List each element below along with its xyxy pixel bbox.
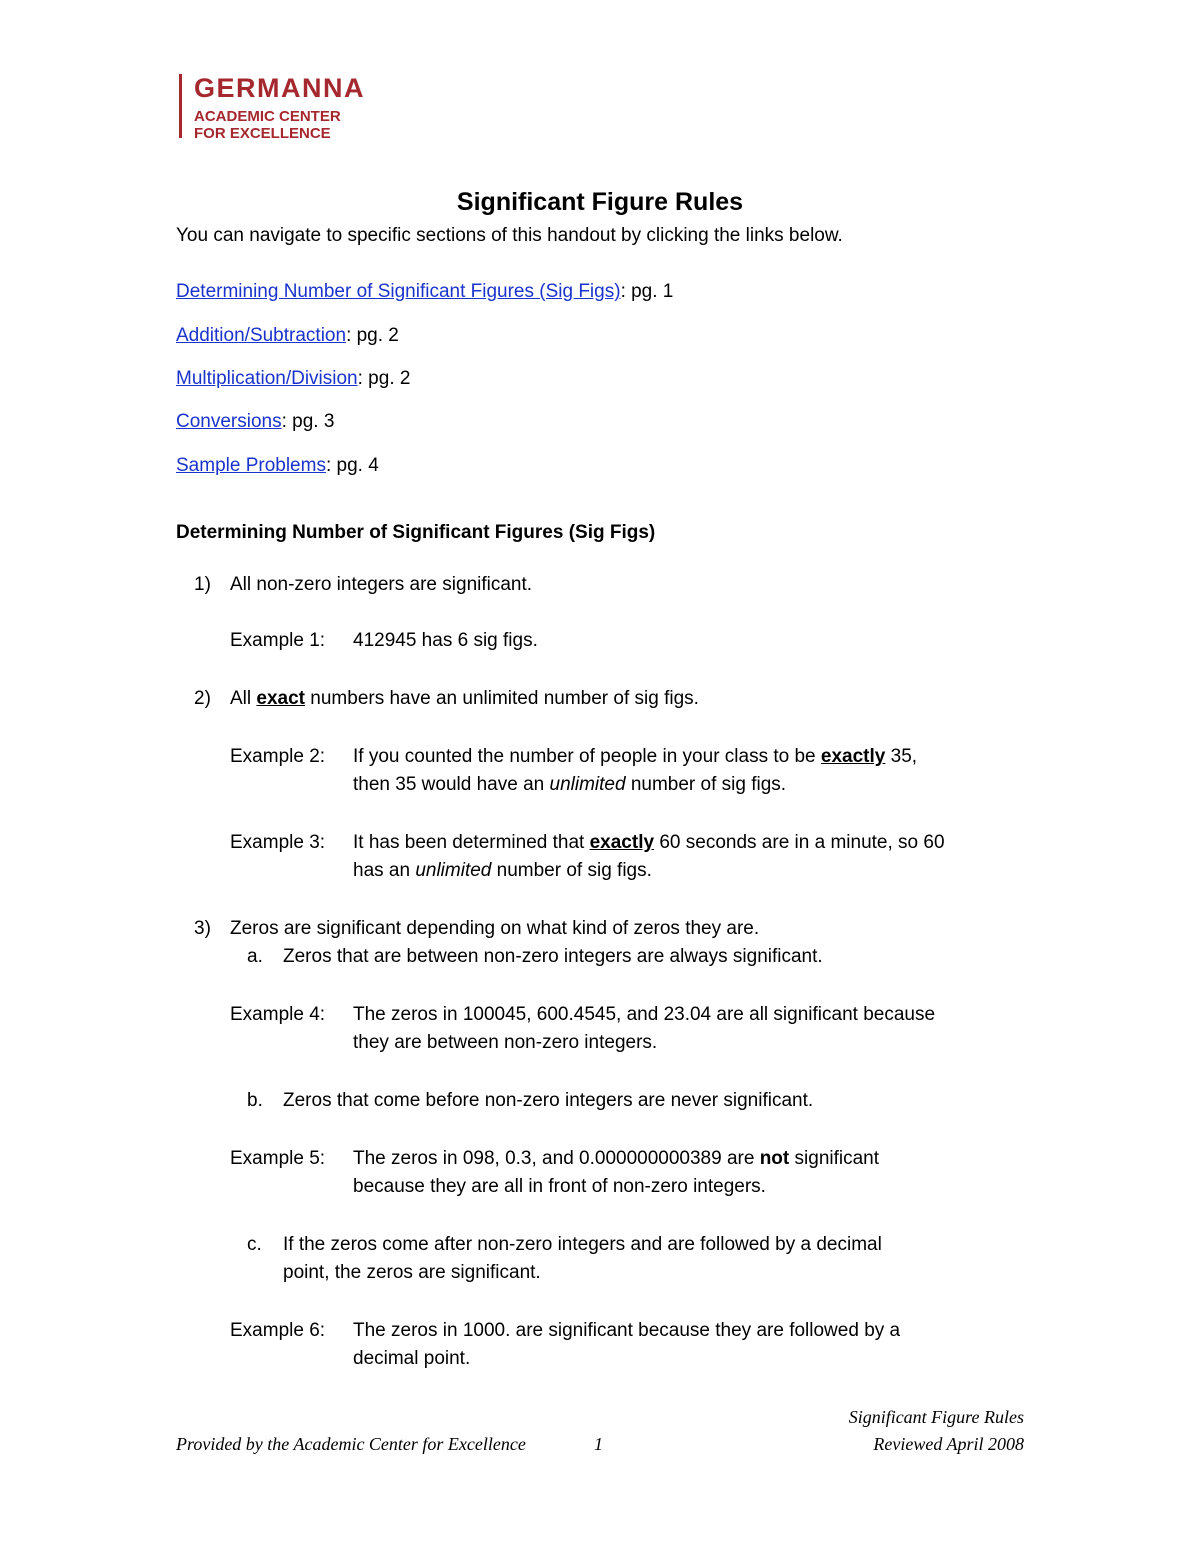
example-label: Example 2: [230,746,326,767]
intro-text: You can navigate to specific sections of this handout by clicking the links below. [176,225,843,246]
footer-page-number: 1 [594,1434,603,1454]
emphasis-not: not [759,1148,790,1169]
logo-name: GERMANNA [194,73,365,103]
footer-reviewed-date: Reviewed April 2008 [873,1434,1024,1454]
toc-link-conversions[interactable]: Conversions [176,411,282,432]
rule-1-text: All non-zero integers are significant. [230,574,533,595]
example-1-text: 412945 has 6 sig figs. [353,630,538,651]
emphasis-exactly: exactly [589,832,655,853]
toc-link-multiplication[interactable]: Multiplication/Division [176,368,358,389]
example-label: Example 3: [230,832,326,853]
toc-page: : pg. 1 [620,281,674,302]
toc-page: : pg. 2 [346,325,399,346]
logo-bar [179,74,182,138]
toc-page: : pg. 4 [325,455,379,476]
toc-link-addition[interactable]: Addition/Subtraction [176,325,347,346]
footer-doc-title: Significant Figure Rules [848,1407,1024,1427]
rule-3-text: Zeros are significant depending on what kind of zeros they are. [230,918,760,939]
rule-number: 2) [194,688,211,709]
example-3-line2: has an unlimited number of sig figs. [353,860,652,881]
example-6-line1: The zeros in 1000. are significant because they are followed by a [353,1320,901,1341]
toc-item-sample-problems [176,452,379,480]
toc-item-multiplication [176,365,410,393]
rule-2-text: All exact numbers have an unlimited number of sig figs. [230,688,699,709]
rule-3c-line1: If the zeros come after non-zero integers and are followed by a decimal [283,1234,882,1255]
example-6-line2: decimal point. [353,1348,471,1369]
toc-link-sig-figs[interactable]: Determining Number of Significant Figures (Sig Figs) [176,281,621,302]
example-label: Example 1: [230,630,326,651]
toc-item-sig-figs [176,278,673,306]
footer-provider: Provided by the Academic Center for Excellence [176,1434,526,1454]
emphasis-exactly: exactly [820,746,886,767]
rule-number: 3) [194,918,211,939]
example-2-line1: If you counted the number of people in your class to be exactly 35, [353,746,918,767]
rule-3c-line2: point, the zeros are significant. [283,1262,541,1283]
logo-subtitle-line1: ACADEMIC CENTER [194,108,341,125]
toc-page: : pg. 3 [281,411,335,432]
sub-rule-letter: b. [247,1090,263,1111]
page-title: Significant Figure Rules [456,188,744,216]
toc-link-sample-problems[interactable]: Sample Problems [176,455,326,476]
example-label: Example 6: [230,1320,326,1341]
example-3-line1: It has been determined that exactly 60 seconds are in a minute, so 60 [353,832,945,853]
section-heading: Determining Number of Significant Figures (Sig Figs) [176,522,656,543]
emphasis-unlimited: unlimited [415,860,492,881]
emphasis-exact: exact [256,688,306,709]
example-label: Example 4: [230,1004,326,1025]
example-5-line1: The zeros in 098, 0.3, and 0.000000000389 are not significant [353,1148,880,1169]
sub-rule-letter: c. [247,1234,262,1255]
example-label: Example 5: [230,1148,326,1169]
rule-number: 1) [194,574,211,595]
example-4-line2: they are between non-zero integers. [353,1032,658,1053]
logo-subtitle [194,108,341,142]
example-2-line2: then 35 would have an unlimited number of sig figs. [353,774,787,795]
toc-page: : pg. 2 [357,368,411,389]
sub-rule-letter: a. [247,946,263,967]
rule-3b-text: Zeros that come before non-zero integers are never significant. [283,1090,814,1111]
example-4-line1: The zeros in 100045, 600.4545, and 23.04 are all significant because [353,1004,936,1025]
logo-subtitle-line2: FOR EXCELLENCE [194,125,331,142]
example-5-line2: because they are all in front of non-zero integers. [353,1176,766,1197]
toc-item-conversions [176,408,334,436]
rule-3a-text: Zeros that are between non-zero integers are always significant. [283,946,823,967]
emphasis-unlimited: unlimited [549,774,626,795]
toc-item-addition [176,322,399,350]
